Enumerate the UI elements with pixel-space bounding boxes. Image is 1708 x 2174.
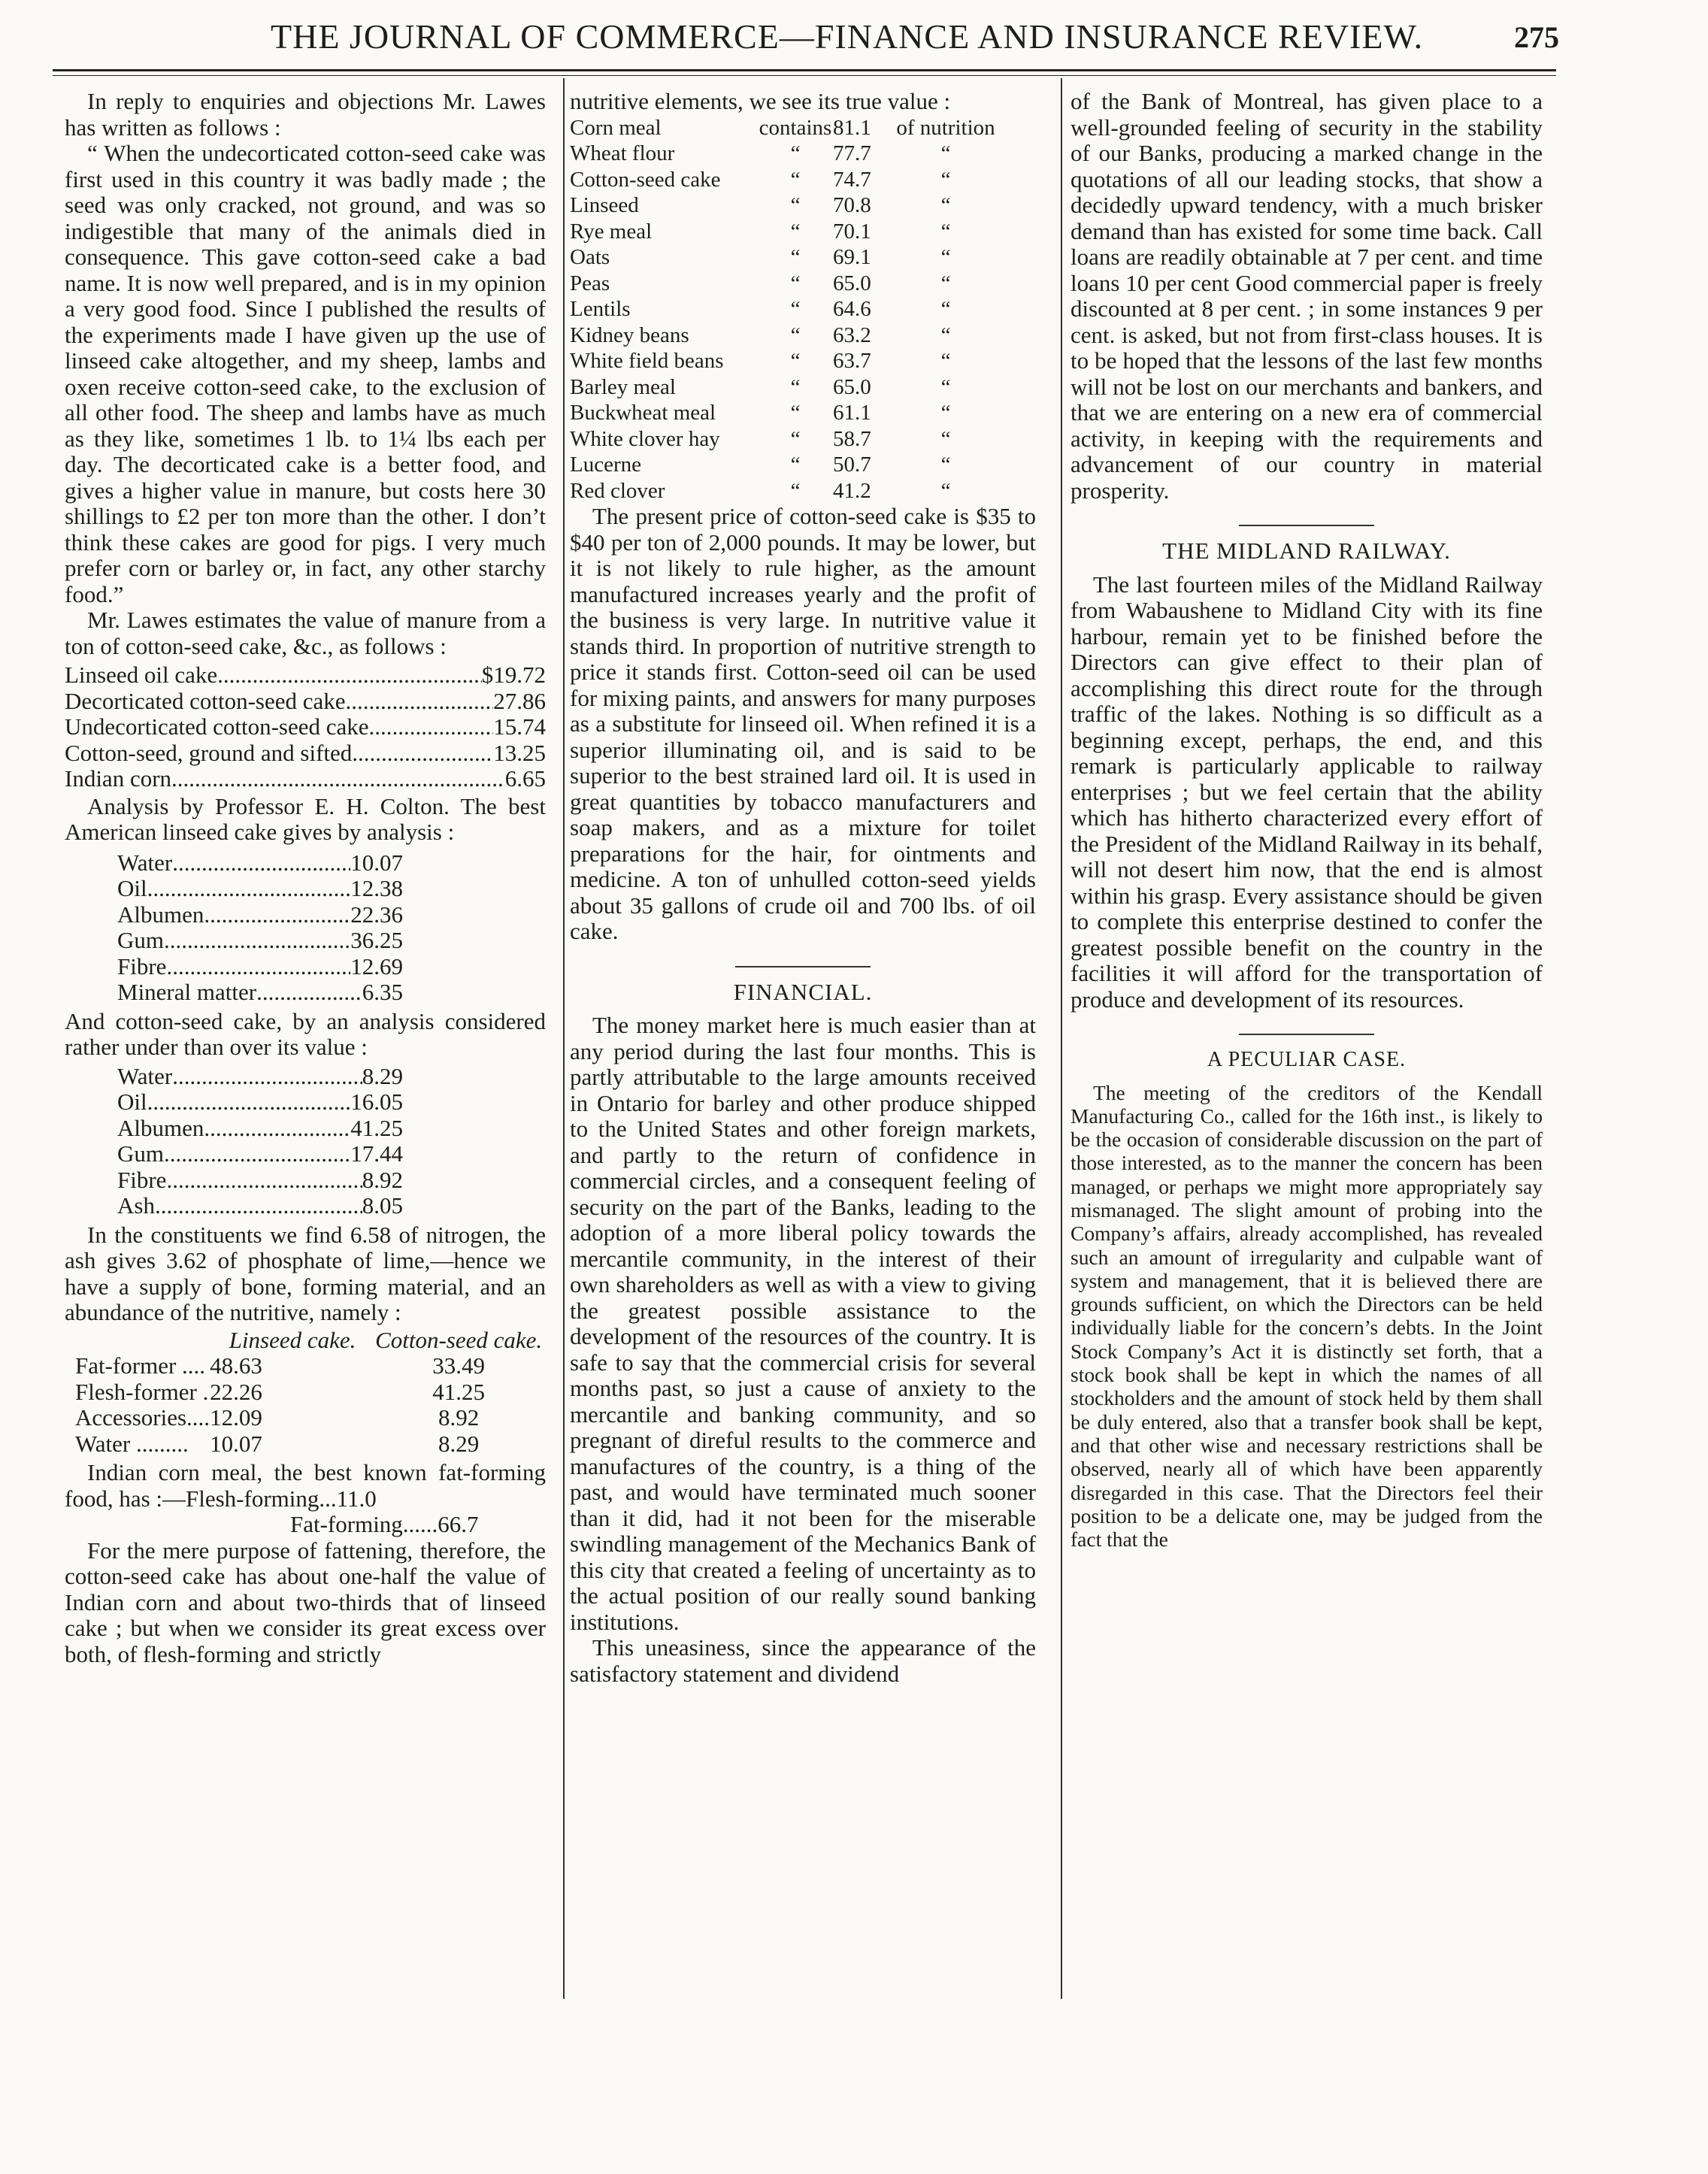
column-3 [1071, 89, 1543, 1551]
table-row: White clover hay “ 58.7 “ [570, 426, 951, 451]
cotton-analysis-intro: And cotton-seed cake, by an analysis considered rather under than over its value : [65, 1007, 546, 1060]
list-item: Decorticated cotton-seed cake ..... 27.86 [65, 689, 546, 715]
midland-railway-heading: THE MIDLAND RAILWAY. [1162, 537, 1451, 564]
table-row: Water ......... 10.07 8.29 [75, 1430, 480, 1457]
peculiar-case-paragraph: The meeting of the creditors of the Kendall Manufacturing Co., called for the 16th inst., is likely to be the occasion of considerable discussion on the part of those interested, as to the manner the concern has been managed, or perhaps we might more appropriately say mismanaged. The slight amount of probing into the Company’s affairs, already accomplished, has revealed such an amount of irregularity and culpable want of system and management, that it is believed there are grounds sufficient, on which the Directors can be held individually liable for the concern’s debts. In the Joint Stock Company’s Act it is distinctly set forth, that a stock book shall be kept in which the names of all stockholders and the amount of stock held by them shall be duly entered, also that a transfer book shall be kept, and that other wise and necessary restrictions shall be observed, nearly all of which have been apparently disregarded in this case. That the Directors feel their position to be a delicate one, may be judged from the fact that the [1071, 1080, 1543, 1552]
fattening-paragraph: For the mere purpose of fattening, therefore, the cotton-seed cake has about one-half the value of Indian corn and about two-thirds that of linseed cake ; but when we consider its great excess over both, of flesh-forming and strictly [65, 1537, 546, 1667]
manure-value-list [65, 662, 546, 792]
table-row: White field beans “ 63.7 “ [570, 349, 951, 373]
list-item: Albumen ..... 22.36 [117, 902, 403, 928]
section-rule [1239, 525, 1374, 526]
list-item: Cotton-seed, ground and sifted ..... 13.25 [65, 740, 546, 767]
financial-continued: of the Bank of Montreal, has given place to a well-grounded feeling of security in the stability of our Banks, producing a marked change in the quotations of all our leading stocks, that show a decidedly upward tendency, with a much brisker demand than has existed for some time back. Call loans are readily obtainable at 7 per cent. and time loans 10 per cent Good commercial paper is freely discounted at 8 per cent. ; in some instances 9 per cent. is asked, but not from first-class houses. It is to be hoped that the lessons of the last few months will not be lost on our merchants and bankers, and that we are entering on a new era of commercial activity, in keeping with the requirements and advancement of our country in material prosperity. [1071, 88, 1543, 504]
section-rule [1239, 1034, 1374, 1035]
header-rule-thin [53, 75, 1556, 76]
table-row: Barley meal “ 65.0 “ [570, 374, 951, 399]
list-item: Ash ..... 8.05 [117, 1193, 403, 1219]
table-row: Red clover “ 41.2 “ [570, 478, 951, 503]
header-rule [53, 69, 1556, 71]
nutritive-intro: nutritive elements, we see its true value : [570, 88, 951, 114]
list-item: Indian corn ..... 6.65 [65, 766, 546, 792]
peculiar-case-heading: A PECULIAR CASE. [1207, 1048, 1407, 1071]
table-row: Accessories.... 12.09 8.92 [75, 1404, 480, 1431]
table-header [75, 1328, 542, 1354]
table-row: Kidney beans “ 63.2 “ [570, 322, 951, 347]
section-rule [735, 966, 871, 967]
list-item: Gum ..... 17.44 [117, 1141, 403, 1167]
list-item: Gum ..... 36.25 [117, 928, 403, 954]
nutritive-comparison-table [75, 1328, 542, 1458]
column-header-cotton: Cotton-seed cake. [375, 1326, 543, 1353]
lawes-intro: In reply to enquiries and objections Mr. Lawes has written as follows : [65, 88, 546, 141]
column-1 [65, 89, 546, 1667]
table-row: Wheat flour “ 77.7 “ [570, 141, 951, 165]
table-row: Fat-former .... 48.63 33.49 [75, 1352, 485, 1379]
column-header-linseed: Linseed cake. [229, 1326, 356, 1353]
page-number: 275 [1514, 20, 1559, 54]
list-item: Fibre ..... 8.92 [117, 1167, 403, 1194]
financial-heading: FINANCIAL. [733, 978, 873, 1005]
list-item: Undecorticated cotton-seed cake ..... 15.74 [65, 714, 546, 740]
list-item: Albumen ..... 41.25 [117, 1116, 403, 1142]
list-item: Fibre ..... 12.69 [117, 954, 403, 980]
table-row: Corn meal contains 81.1 of nutrition [570, 115, 995, 140]
list-item: Water ..... 10.07 [117, 850, 403, 877]
list-item: Oil ..... 16.05 [117, 1089, 403, 1116]
fat-forming-line: Fat-forming......66.7 [290, 1511, 479, 1537]
table-row: Flesh-former . 22.26 41.25 [75, 1378, 485, 1405]
masthead [0, 17, 1708, 65]
column-2 [570, 89, 1036, 1687]
indian-corn-line: Indian corn meal, the best known fat-forming food, has :—Flesh-forming...11.0 [65, 1459, 546, 1512]
uneasiness-paragraph: This uneasiness, since the appearance of the satisfactory statement and dividend [570, 1634, 1036, 1687]
table-row: Oats “ 69.1 “ [570, 245, 951, 269]
table-row: Cotton-seed cake “ 74.7 “ [570, 167, 951, 192]
column-divider-2 [1061, 78, 1062, 1999]
nutrition-table [570, 115, 1006, 504]
list-item: Mineral matter ..... 6.35 [117, 980, 403, 1006]
journal-title: THE JOURNAL OF COMMERCE—FINANCE AND INSURANCE REVIEW. [271, 17, 1424, 56]
manure-estimate-intro: Mr. Lawes estimates the value of manure from a ton of cotton-seed cake, &c., as follows : [65, 607, 546, 659]
constituents-paragraph: In the constituents we find 6.58 of nitrogen, the ash gives 3.62 of phosphate of lime,—hence we have a supply of bone, forming material, and an abundance of the nutritive, namely : [65, 1221, 546, 1325]
table-row: Peas “ 65.0 “ [570, 271, 951, 295]
financial-paragraph: The money market here is much easier than at any period during the last four months. This is partly attributable to the large amounts received in Ontario for barley and other produce shipped to the United States and other foreign markets, and partly to the return of confidence in commercial circles, and a consequent feeling of security on the part of the Banks, leading to the adoption of a more liberal policy towards the mercantile community, in the interest of their own shareholders as well as with a view to giving the greatest possible assistance to the development of the resources of the country. It is safe to say that the commercial crisis for several months past, so just a cause of anxiety to the mercantile and banking community, and so pregnant of direful results to the commerce and manufactures of the country, is a thing of the past, and would have terminated much sooner than it did, had it not been for the miserable swindling management of the Mechanics Bank of this city that created a feeling of uncertainty as to the actual position of our really sound banking institutions. [570, 1012, 1036, 1635]
list-item: Oil ..... 12.38 [117, 876, 403, 902]
list-item: Linseed oil cake ..... $19.72 [65, 662, 546, 689]
midland-railway-paragraph: The last fourteen miles of the Midland Railway from Wabaushene to Midland City with its fine harbour, remain yet to be finished before the Directors can give effect to their plan of accomplishing this direct route for the through traffic of the lakes. Nothing is so difficult as a beginning except, perhaps, the end, and this remark is particularly applicable to railway enterprises ; but we feel certain that the ability which has hitherto characterized every effort of the President of the Midland Railway in its behalf, will not desert him now, that the end is almost within his grasp. Every assistance should be given to complete this enterprise destined to confer the greatest possible benefit on the country in the facilities it will afford for the transportation of produce and development of its resources. [1071, 571, 1543, 1013]
table-row: Buckwheat meal “ 61.1 “ [570, 401, 951, 425]
colton-analysis-intro: Analysis by Professor E. H. Colton. The best American linseed cake gives by analysis : [65, 792, 546, 845]
table-row: Lentils “ 64.6 “ [570, 297, 951, 321]
list-item: Water ..... 8.29 [117, 1064, 403, 1090]
table-row: Rye meal “ 70.1 “ [570, 219, 951, 244]
linseed-analysis-list [117, 850, 403, 1006]
table-row: Linseed “ 70.8 “ [570, 193, 951, 217]
column-divider-1 [563, 78, 565, 1999]
cotton-price-paragraph: The present price of cotton-seed cake is $35 to $40 per ton of 2,000 pounds. It may be lower, but it is not likely to rule higher, as the amount manufactured increases yearly and the profit of the business is very large. In nutritive value it stands third. In proportion of nutritive strength to price it stands first. Cotton-seed oil can be used for mixing paints, and answers for many purposes as a substitute for linseed oil. When refined it is a superior illuminating oil, and is said to be superior to the best strained lard oil. It is used in great quantities by tobacco manufacturers and soap makers, and as a mixture for toilet preparations for the hair, for ointments and medicine. A ton of unhulled cotton-seed yields about 35 gallons of crude oil and 700 lbs. of oil cake. [570, 503, 1036, 944]
table-row: Lucerne “ 50.7 “ [570, 453, 951, 477]
lawes-quote: “ When the undecorticated cotton-seed cake was first used in this country it was badly made ; the seed was only cracked, not ground, and was so indigestible that many of the animals died in consequence. This gave cotton-seed cake a bad name. It is now well prepared, and is in my opinion a very good food. Since I published the results of the experiments made I have given up the use of linseed cake altogether, and my sheep, lambs and oxen receive cotton-seed cake, to the exclusion of all other food. The sheep and lambs have as much as they like, sometimes 1 lb. to 1¼ lbs each per day. The decorticated cake is a better food, and gives a higher value in manure, but costs here 30 shillings to £2 per ton more than the other. I don’t think these cakes are good for pigs. I very much prefer corn or barley or, in fact, any other starchy food.” [65, 140, 546, 607]
cotton-analysis-list [117, 1064, 403, 1219]
